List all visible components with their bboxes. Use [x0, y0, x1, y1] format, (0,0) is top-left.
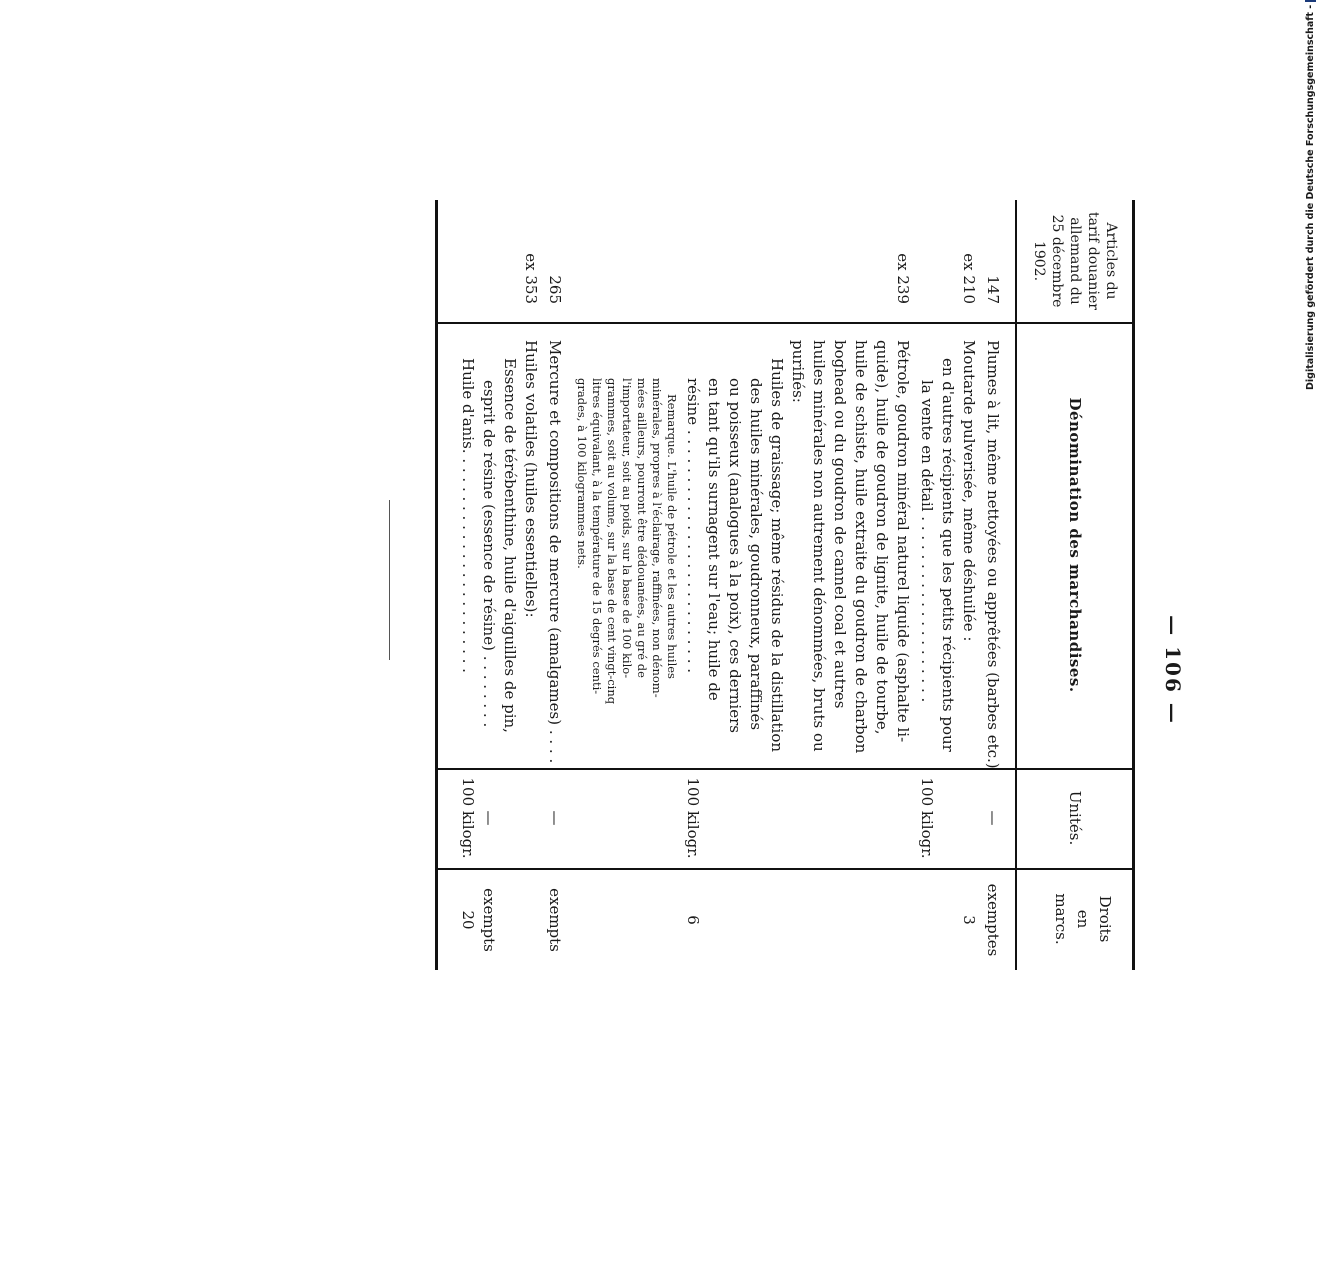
row-353-line-3: esprit de résine (essence de résine) . . . . . . . . [480, 380, 498, 728]
article-ex-353: ex 353 [522, 253, 540, 304]
row-265-unit: — [546, 810, 564, 826]
closing-rule [389, 500, 390, 660]
row-353-line-4: Huile d'anis. . . . . . . . . . . . . . . . . . . . . . . . [459, 358, 477, 673]
row-239-line-3: huile de schiste, huile extraite du goudron de charbon [852, 340, 870, 754]
row-210-unit: 100 kilogr. [918, 777, 936, 859]
row-147-duty: exemptes [984, 883, 1002, 957]
header-articles: Articles du tarif douanier allemand du 25 décembre 1902. [1031, 212, 1119, 310]
page-number: — 106 — [1161, 615, 1185, 725]
remark-line-5: grammes, soit au volume, sur la base de cent vingt-cinq [605, 378, 619, 705]
article-ex-210: ex 210 [960, 253, 978, 304]
row-147-unit: — [984, 810, 1002, 826]
row-239-line-8: des huiles minérales, goudronneux, paraffinés [747, 378, 765, 731]
row-239-line-5: huiles minérales non autrement dénommées, bruts ou [810, 340, 828, 752]
remark-line-3: mées ailleurs, pourront être dédouanées, au gré de [635, 378, 649, 678]
row-239-line-4: boghead ou du goudron de cannel coal et autres [831, 340, 849, 709]
row-353-duty-2: 20 [459, 910, 477, 930]
row-147-text: Plumes à lit, même nettoyées ou apprêtées (barbes etc.) [984, 340, 1002, 769]
row-239-line-6: purifiés: [789, 340, 807, 403]
remark-line-7: grades, à 100 kilogrammes nets. [575, 378, 589, 569]
tariff-table [435, 200, 1135, 970]
row-353-unit-1: — [480, 810, 498, 826]
dfg-logo [1305, 0, 1316, 2]
digitization-text: Digitalisierung gefördert durch die Deutsche Forschungsgemeinschaft - [1304, 4, 1316, 390]
row-239-unit: 100 kilogr. [684, 777, 702, 859]
row-353-line-1: Huiles volatiles (huiles essentielles): [522, 340, 540, 618]
row-239-duty: 6 [684, 915, 702, 925]
remark-line-6: litres équivalant, à la température de 15 degrés centi- [590, 378, 604, 695]
remark-line-4: l'importateur, soit au poids, sur la base de 100 kilo- [620, 378, 634, 679]
table-bottom-rule [435, 200, 438, 970]
article-ex-239: ex 239 [894, 253, 912, 304]
row-210-line-1: Moutarde pulverisée, même déshuilée : [960, 340, 978, 642]
row-265-text: Mercure et compositions de mercure (amalgames) . . . . [546, 340, 564, 764]
remark-line-1: Remarque. L'huile de pétrole et les autres huiles [665, 394, 679, 679]
remark-line-2: minérales, propres à l'éclairage, raffinées, non dénom- [650, 378, 664, 698]
digitization-note [1300, 4, 1320, 390]
row-353-duty-1: exempts [480, 888, 498, 952]
row-353-unit-2: 100 kilogr. [459, 777, 477, 859]
row-210-line-3: la vente en détail . . . . . . . . . . . . . . . . . . . . [918, 380, 936, 703]
row-210-line-2: en d'autres récipients que les petits récipients pour [939, 358, 957, 752]
header-denomination: Dénomination des marchandises. [1066, 397, 1084, 693]
row-239-line-11: résine . . . . . . . . . . . . . . . . . . . . . . . . . . [684, 378, 702, 674]
article-265: 265 [546, 275, 564, 304]
row-239-line-10: en tant qu'ils surnagent sur l'eau; huile de [705, 378, 723, 701]
header-units: Unités. [1066, 790, 1084, 846]
row-265-duty: exempts [546, 888, 564, 952]
header-duties: Droits en marcs. [1052, 893, 1114, 945]
row-239-line-9: ou poisseux (analogues à la poix), ces derniers [726, 378, 744, 733]
row-239-line-7: Huiles de graissage; même résidus de la distillation [768, 358, 786, 753]
row-239-line-1: Pétrole, goudron minéral naturel liquide (asphalte li- [894, 340, 912, 743]
rotated-sheet [0, 70, 1185, 957]
article-147: 147 [984, 275, 1002, 304]
row-210-duty: 3 [960, 915, 978, 925]
row-353-line-2: Essence de térébenthine, huile d'aiguilles de pin, [501, 358, 519, 733]
column-rule-3 [435, 868, 1135, 870]
row-239-line-2: quide), huile de goudron de lignite, huile de tourbe, [873, 340, 891, 735]
